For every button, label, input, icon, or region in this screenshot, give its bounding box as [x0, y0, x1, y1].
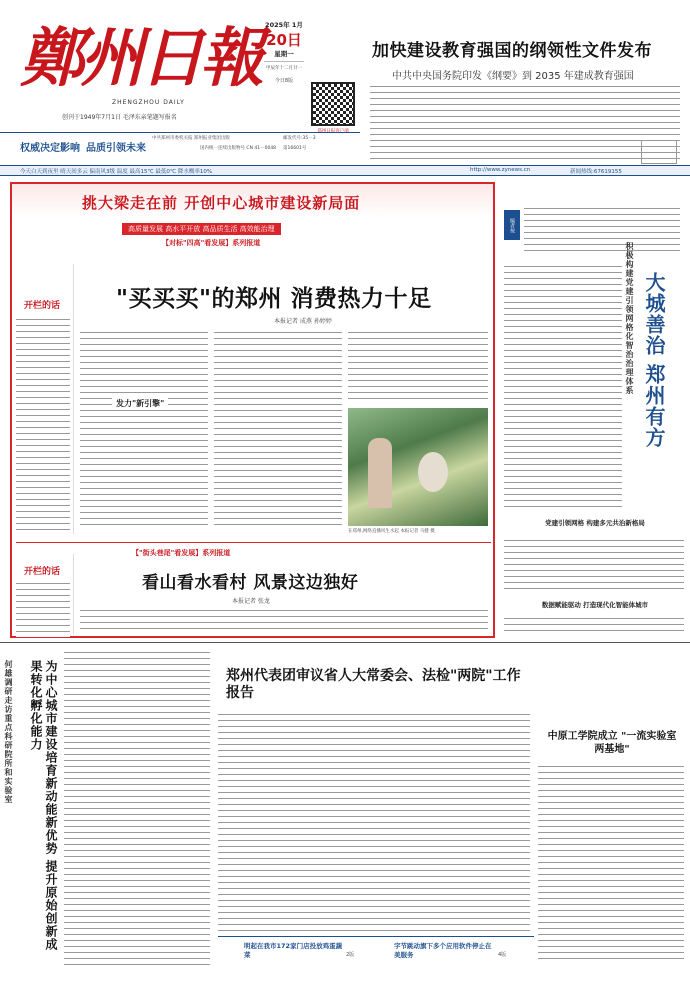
masthead	[0, 0, 690, 178]
sidebar-title-2: 开栏的话	[24, 567, 61, 577]
footer-bar	[218, 936, 534, 964]
hotline-text: 新闻热线:67619155	[570, 169, 622, 175]
lead-qr	[641, 140, 677, 164]
date-year: 2025年 1月	[265, 21, 303, 29]
sidebar-2	[16, 554, 74, 634]
article-1-body-col1	[80, 330, 208, 530]
subsection-1: 发力"新引擎"	[112, 398, 168, 409]
lunar-date: 甲辰年十二月廿一	[266, 66, 302, 71]
article-2-body	[80, 608, 488, 634]
feature-banner	[12, 184, 493, 218]
page-count: 今日8版	[274, 78, 294, 84]
post-code: 邮发代号:35－3	[283, 136, 316, 141]
bottom-left-subhead: 何雄调研走访重点科研院所和实验室	[4, 660, 13, 804]
series-label-1: 【对标"四高"看发展】系列报道	[162, 239, 261, 247]
lead-body	[370, 84, 680, 164]
weather-bar	[0, 165, 690, 176]
sub-banner: 高质量发展 高水平开放 高品质生活 高效能治理	[122, 223, 281, 235]
publisher-info: 中共郑州市委机关报 郑州报业集团出版	[152, 136, 230, 141]
website-text: http://www.zynews.cn	[470, 167, 531, 173]
byline-2: 本报记者 张龙	[232, 598, 270, 605]
date-block	[262, 20, 306, 84]
right-body-3	[504, 616, 684, 636]
lead-headline: 加快建设教育强国的纲领性文件发布	[372, 41, 652, 61]
greenhouse-photo	[348, 408, 488, 526]
date-day: 20日	[266, 31, 302, 49]
sidebar-title-1: 开栏的话	[24, 301, 61, 311]
cn-number: 国内统一连续出版物号 CN 41－0048	[200, 146, 277, 151]
right-body-2	[504, 538, 684, 594]
issue-number: 第16601号	[283, 146, 307, 151]
newspaper-logo: 鄭州日報	[20, 21, 260, 96]
logo-english: ZHENGZHOU DAILY	[112, 99, 185, 106]
right-section-1: 党建引领网格 构建多元共治新格局	[545, 519, 645, 527]
right-subhead: 积极构建党建引领网格化智治治理体系	[625, 242, 634, 395]
footer-page-1: 2版	[346, 952, 355, 958]
lead-subhead: 中共中央国务院印发《纲要》到 2035 年建成教育强国	[392, 71, 634, 82]
editor-note-body	[524, 206, 680, 254]
right-column	[500, 182, 686, 638]
weather-text: 今天白天到夜里 晴天间多云 偏南风3级 温度 最高15℃ 最低0℃ 降水概率10%	[20, 169, 213, 175]
bottom-right-body	[538, 764, 684, 964]
headline-1: "买买买"的郑州 消费热力十足	[116, 286, 432, 312]
footer-teaser-1: 明起在我市172家门店投放鸡蛋蔬菜	[244, 942, 343, 959]
bottom-center-headline: 郑州代表团审议省人大常委会、法检"两院"工作报告	[226, 668, 521, 701]
footer-teaser-2: 字节跳动旗下多个应用软件停止在美服务	[394, 942, 492, 959]
qr-caption: 郑州日报客户端	[317, 129, 349, 134]
qr-code	[311, 82, 355, 126]
footer-page-2: 4版	[498, 952, 507, 958]
feature-banner-text: 挑大梁走在前 开创中心城市建设新局面	[82, 194, 361, 212]
bottom-left-headline: 为中心城市建设培育新动能新优势 提升原始创新成果转化孵化能力	[29, 660, 58, 952]
weekday: 星期一	[274, 50, 294, 58]
article-1-body-col2	[214, 330, 342, 530]
bottom-center-body	[218, 712, 530, 932]
bottom-left-body	[64, 650, 210, 966]
series-label-2: 【"街头巷尾"看发展】系列报道	[132, 549, 231, 557]
article-1-body-col3	[348, 330, 488, 404]
right-body-1	[504, 264, 622, 512]
feature-box	[10, 182, 495, 638]
founding-line: 创刊于1949年7月1日 毛泽东亲笔题写报名	[62, 114, 177, 121]
editor-note-tag: 编者按	[504, 210, 520, 240]
bottom-right-headline: 中原工学院成立 "一流实验室两基地"	[547, 731, 677, 755]
photo-caption: 在郑州,网络直播风生水起 本报记者 马健 摄	[348, 529, 435, 534]
slogan-quality: 品质引领未来	[86, 143, 146, 154]
right-section-2: 数据赋能驱动 打造现代化智能体城市	[541, 601, 649, 609]
sidebar-1	[16, 264, 74, 534]
right-headline: 大城善治 郑州有方	[642, 272, 666, 448]
slogan-authority: 权威决定影响	[20, 143, 80, 154]
byline-1: 本报记者 成燕 孙婷婷	[274, 318, 332, 325]
headline-2: 看山看水看村 风景这边独好	[142, 573, 359, 593]
